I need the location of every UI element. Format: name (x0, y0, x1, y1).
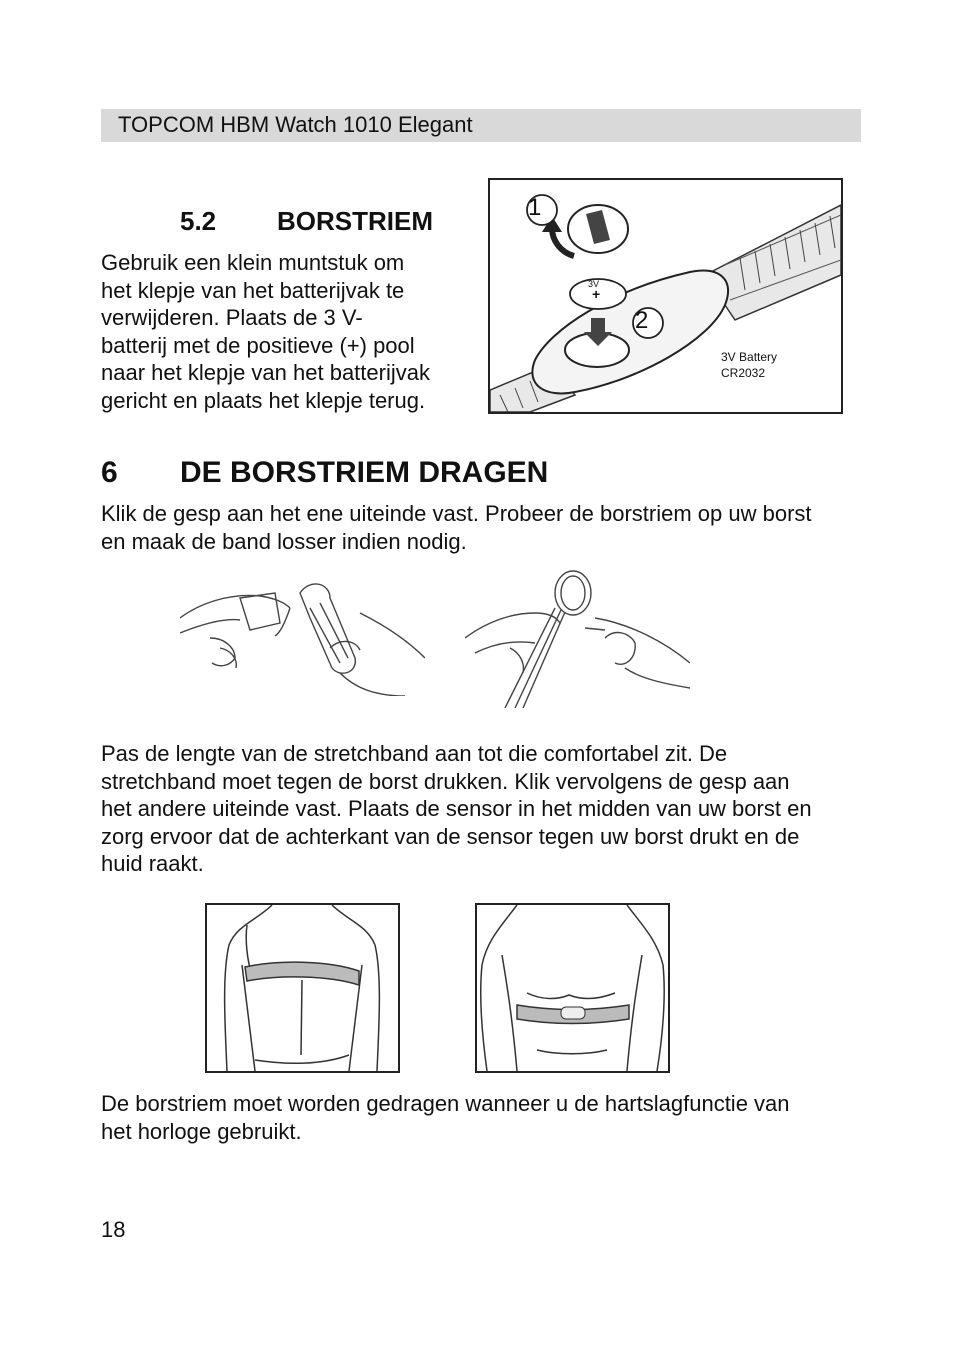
body-line: De borstriem moet worden gedragen wanneer u de hartslagfunctie van (101, 1091, 790, 1116)
body-line: het andere uiteinde vast. Plaats de sensor in het midden van uw borst en (101, 796, 812, 821)
section-5-2-title: BORSTRIEM (277, 206, 433, 236)
body-line: stretchband moet tegen de borst drukken. Klik vervolgens de gesp aan (101, 768, 790, 794)
body-line: Klik de gesp aan het ene uiteinde vast. Probeer de borstriem op uw borst (101, 501, 812, 526)
body-line: het horloge gebruikt. (101, 1118, 302, 1144)
battery-figure (488, 178, 843, 414)
chest-strap-battery-illustration (490, 180, 841, 412)
section-5-2-body (101, 249, 481, 414)
page-number: 18 (101, 1217, 126, 1242)
body-line: naar het klepje van het batterijvak (101, 360, 430, 385)
torso-back-figure (205, 903, 400, 1073)
coin-voltage-label: 3V (588, 279, 600, 289)
hands-buckle-illustration (180, 578, 425, 696)
body-line: zorg ervoor dat de achterkant van de sensor tegen uw borst drukt en de (101, 823, 800, 849)
battery-caption-line2: CR2032 (721, 366, 766, 380)
front-torso-illustration (477, 905, 668, 1071)
section-6-number: 6 (101, 456, 118, 489)
step-2-label: 2 (635, 307, 649, 334)
back-torso-illustration (207, 905, 398, 1071)
body-line: batterij met de positieve (+) pool (101, 332, 415, 358)
section-6-para1 (101, 500, 871, 555)
body-line: en maak de band losser indien nodig. (101, 528, 467, 554)
body-line: Gebruik een klein muntstuk om (101, 250, 405, 275)
body-line: het klepje van het batterijvak te (101, 277, 405, 303)
section-6-title: DE BORSTRIEM DRAGEN (180, 456, 549, 489)
body-line: Pas de lengte van de stretchband aan tot die comfortabel zit. De (101, 741, 728, 766)
buckle-hands-illustration-left (180, 578, 425, 696)
section-5-2-number: 5.2 (180, 206, 217, 236)
body-line: gericht en plaats het klepje terug. (101, 387, 426, 413)
header-title: TOPCOM HBM Watch 1010 Elegant (118, 112, 473, 137)
step-1-label: 1 (528, 194, 542, 221)
coin-plus-label: + (592, 286, 601, 302)
torso-front-figure (475, 903, 670, 1073)
hands-strap-illustration (465, 568, 690, 708)
body-line: verwijderen. Plaats de 3 V- (101, 305, 363, 330)
battery-caption-line1: 3V Battery (721, 350, 778, 364)
buckle-hands-illustration-right (465, 568, 690, 708)
section-6-para2 (101, 740, 871, 878)
section-6-para3 (101, 1090, 871, 1145)
body-line: huid raakt. (101, 851, 204, 876)
